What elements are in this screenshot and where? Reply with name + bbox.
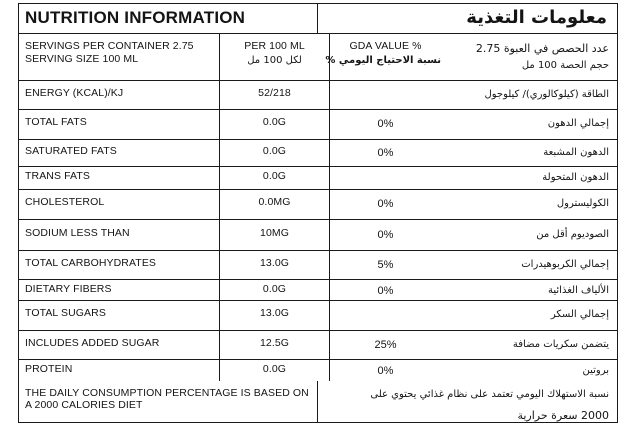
nutrient-name-cell	[19, 331, 219, 359]
nutrient-gda-cell	[329, 81, 441, 109]
nutrient-value: 12.5G	[259, 337, 290, 349]
nutrient-value-cell	[219, 110, 329, 139]
nutrient-name-ar: يتضمن سكريات مضافة	[512, 339, 609, 350]
nutrient-row	[19, 360, 617, 381]
nutrient-value: 0.0G	[262, 116, 287, 128]
serving-size-ar: حجم الحصة 100 مل	[521, 60, 609, 71]
title-en: NUTRITION INFORMATION	[25, 8, 246, 27]
nutrient-ar-cell	[441, 301, 617, 330]
nutrient-name-cell	[19, 251, 219, 279]
nutrient-name-ar: الدهون المتحولة	[542, 172, 609, 183]
nutrient-name: TOTAL SUGARS	[25, 307, 106, 319]
nutrient-value-cell	[219, 190, 329, 219]
nutrient-name: SODIUM LESS THAN	[25, 227, 130, 239]
nutrient-value-cell	[219, 251, 329, 279]
nutrient-name: ENERGY (KCAL)/KJ	[25, 87, 124, 99]
nutrient-gda: 0%	[377, 118, 394, 130]
nutrient-name-ar: الكوليسترول	[556, 198, 609, 209]
nutrient-row	[19, 167, 617, 190]
nutrient-ar-cell	[441, 331, 617, 359]
nutrient-gda-cell	[329, 301, 441, 330]
nutrient-name-ar: الدهون المشبعة	[543, 147, 609, 158]
nutrient-name-ar: الصوديوم أقل من	[536, 229, 609, 240]
nutrient-gda-cell	[329, 140, 441, 166]
nutrient-name-ar: الألياف الغذائية	[548, 285, 609, 296]
nutrient-ar-cell	[441, 220, 617, 250]
footer-divider	[317, 381, 318, 422]
nutrient-value: 13.0G	[259, 257, 290, 269]
gda-en: GDA VALUE %	[349, 40, 422, 52]
nutrient-name-cell	[19, 220, 219, 250]
nutrient-name-cell	[19, 140, 219, 166]
nutrient-name-cell	[19, 280, 219, 300]
servings-ar-cell	[441, 34, 617, 80]
nutrient-value: 0.0G	[262, 283, 287, 295]
nutrient-gda: 0%	[377, 365, 394, 377]
gda-cell	[325, 34, 441, 80]
nutrient-gda: 0%	[377, 285, 394, 297]
nutrient-name-cell	[19, 110, 219, 139]
nutrient-name: SATURATED FATS	[25, 145, 117, 157]
nutrient-name-ar: إجمالي الكربوهيدرات	[521, 259, 609, 270]
nutrient-name-ar: بروتين	[582, 365, 609, 376]
per-100ml-ar: لكل 100 مل	[247, 55, 302, 66]
nutrient-value: 13.0G	[259, 307, 290, 319]
nutrition-table	[18, 3, 618, 423]
nutrient-row	[19, 251, 617, 280]
title-divider	[317, 4, 318, 33]
nutrient-value-cell	[219, 140, 329, 166]
header-row	[19, 34, 617, 81]
nutrient-name-cell	[19, 190, 219, 219]
nutrient-ar-cell	[441, 167, 617, 189]
nutrient-gda: 0%	[377, 147, 394, 159]
nutrient-name-cell	[19, 81, 219, 109]
servings-ar: عدد الحصص في العبوة 2.75	[475, 42, 609, 55]
nutrient-name-cell	[19, 360, 219, 381]
nutrient-value: 52/218	[258, 87, 291, 99]
serving-size: SERVING SIZE 100 ML	[25, 53, 139, 65]
nutrient-name-ar: الطاقة (كيلوكالوري)/ كيلوجول	[484, 89, 609, 100]
nutrient-value: 0.0G	[262, 170, 287, 182]
nutrient-gda-cell	[329, 360, 441, 381]
nutrient-name: DIETARY FIBERS	[25, 283, 112, 295]
title-row	[19, 4, 617, 34]
nutrient-gda-cell	[329, 110, 441, 139]
nutrient-ar-cell	[441, 81, 617, 109]
nutrient-gda-cell	[329, 251, 441, 279]
nutrient-gda-cell	[329, 190, 441, 219]
per-100ml-cell	[219, 34, 329, 80]
nutrient-ar-cell	[441, 110, 617, 139]
nutrient-ar-cell	[441, 360, 617, 381]
nutrient-row	[19, 220, 617, 251]
nutrient-ar-cell	[441, 190, 617, 219]
footer-ar-line1: نسبة الاستهلاك اليومي تعتمد على نظام غذائي يحتوي على	[370, 389, 609, 400]
nutrient-name: PROTEIN	[25, 363, 73, 375]
nutrient-value: 0.0G	[262, 145, 287, 157]
nutrient-value-cell	[219, 220, 329, 250]
nutrient-ar-cell	[441, 280, 617, 300]
nutrient-gda-cell	[329, 220, 441, 250]
nutrient-row	[19, 280, 617, 301]
nutrient-row	[19, 331, 617, 360]
nutrient-gda: 0%	[377, 198, 394, 210]
nutrient-name: TOTAL FATS	[25, 116, 87, 128]
servings-cell	[19, 34, 219, 80]
nutrient-row	[19, 190, 617, 220]
per-100ml-en: PER 100 ML	[244, 40, 305, 52]
nutrient-value-cell	[219, 331, 329, 359]
nutrient-row	[19, 140, 617, 167]
nutrient-row	[19, 81, 617, 110]
nutrient-value: 10MG	[260, 227, 289, 239]
nutrient-name: CHOLESTEROL	[25, 196, 105, 208]
nutrient-name: INCLUDES ADDED SUGAR	[25, 337, 160, 349]
nutrient-row	[19, 301, 617, 331]
nutrient-gda: 0%	[377, 229, 394, 241]
nutrient-value-cell	[219, 360, 329, 381]
servings-per-container: SERVINGS PER CONTAINER 2.75	[25, 40, 194, 52]
nutrient-name-cell	[19, 301, 219, 330]
nutrient-name: TRANS FATS	[25, 170, 90, 182]
nutrient-value-cell	[219, 280, 329, 300]
gda-ar: نسبة الاحتياج اليومي %	[325, 55, 441, 66]
nutrient-name: TOTAL CARBOHYDRATES	[25, 257, 157, 269]
nutrient-gda: 5%	[377, 259, 394, 271]
title-ar: معلومات التغذية	[466, 7, 607, 28]
footer-row	[19, 381, 617, 422]
nutrient-value-cell	[219, 81, 329, 109]
nutrient-value-cell	[219, 167, 329, 189]
footer-ar-line2: 2000 سعرة حرارية	[517, 409, 609, 422]
nutrient-value: 0.0MG	[258, 196, 291, 208]
nutrient-gda-cell	[329, 280, 441, 300]
nutrient-gda-cell	[329, 331, 441, 359]
nutrient-name-cell	[19, 167, 219, 189]
nutrient-ar-cell	[441, 140, 617, 166]
nutrient-value: 0.0G	[262, 363, 287, 375]
nutrient-gda: 25%	[374, 339, 397, 351]
nutrient-ar-cell	[441, 251, 617, 279]
nutrient-gda-cell	[329, 167, 441, 189]
footer-en: THE DAILY CONSUMPTION PERCENTAGE IS BASED ON A 2000 CALORIES DIET	[25, 387, 309, 411]
nutrient-name-ar: إجمالي السكر	[550, 309, 609, 320]
nutrient-value-cell	[219, 301, 329, 330]
nutrient-name-ar: إجمالي الدهون	[547, 118, 609, 129]
nutrient-row	[19, 110, 617, 140]
